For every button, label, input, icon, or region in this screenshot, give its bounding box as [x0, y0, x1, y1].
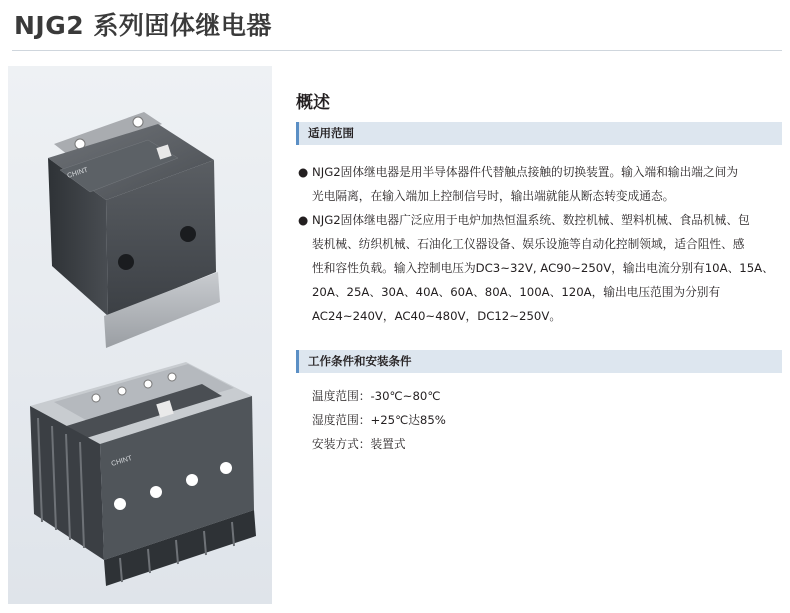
bullet-marker: ●: [298, 165, 309, 179]
bullet-line: 光电隔离，在输入端加上控制信号时，输出端就能从断态转变成通态。: [312, 189, 675, 203]
bullet-line: 20A、25A、30A、40A、60A、80A、100A、120A，输出电压范围为分别有: [312, 285, 721, 299]
application-scope-content: [298, 160, 784, 328]
title-divider: [12, 50, 782, 51]
humidity-range: 湿度范围：+25℃达85%: [312, 413, 446, 427]
section-header-label: 工作条件和安装条件: [308, 354, 412, 368]
section-header-application-scope: [296, 122, 782, 145]
section-header-working-conditions: [296, 350, 782, 373]
bullet-line: AC24~240V，AC40~480V，DC12~250V。: [312, 309, 562, 323]
product-image-panel: [8, 66, 272, 604]
bullet-line: 性和容性负载。输入控制电压为DC3~32V, AC90~250V，输出电流分别有10A、15A、: [312, 261, 774, 275]
bullet-marker: ●: [298, 213, 309, 227]
section-header-label: 适用范围: [308, 126, 354, 140]
bullet-line: 装机械、纺织机械、石油化工仪器设备、娱乐设施等自动化控制领域，适合阻性、感: [312, 237, 745, 251]
bullet-line: NJG2固体继电器是用半导体器件代替触点接触的切换装置。输入端和输出端之间为: [312, 165, 739, 179]
installation-method: 安装方式：装置式: [312, 437, 406, 451]
bullet-item: [298, 160, 784, 208]
brand-logo-text: CHINT: [66, 166, 89, 180]
overview-heading: 概述: [296, 93, 330, 113]
bullet-line: NJG2固体继电器广泛应用于电炉加热恒温系统、数控机械、塑料机械、食品机械、包: [312, 213, 750, 227]
bullet-item: [298, 208, 784, 328]
brand-logo-text-3p: CHINT: [110, 454, 134, 468]
three-phase-relay-image: [8, 66, 272, 604]
page-title: NJG2 系列固体继电器: [14, 11, 272, 40]
temperature-range: 温度范围：-30℃~80℃: [312, 389, 441, 403]
working-conditions-content: [312, 384, 446, 456]
